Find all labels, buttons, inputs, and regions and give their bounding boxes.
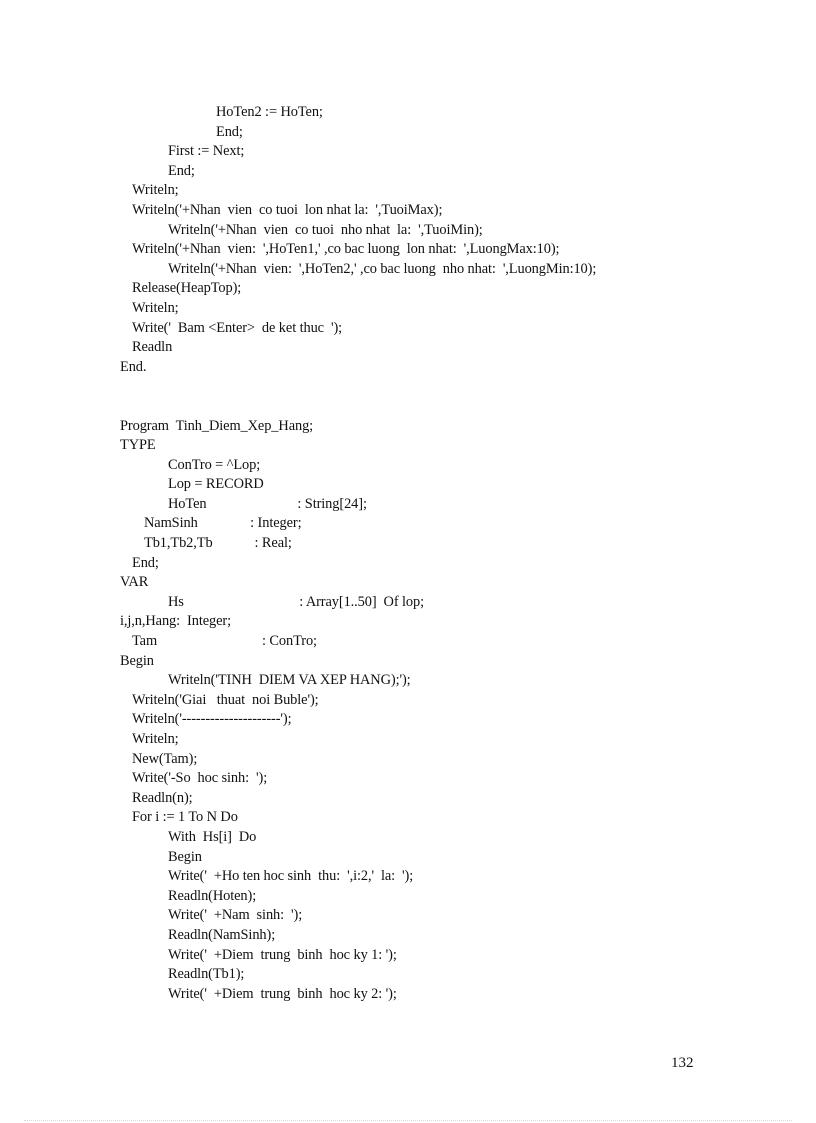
code-line: Readln(Hoten); — [168, 887, 257, 904]
code-line: Readln — [132, 339, 173, 356]
code-line: Readln(Tb1); — [168, 966, 245, 983]
code-line: Writeln('TINH DIEM VA XEP HANG);'); — [168, 672, 411, 689]
code-line: Tam : ConTro; — [132, 633, 317, 650]
code-line: Release(HeapTop); — [132, 280, 242, 297]
code-line: Write(' Bam <Enter> de ket thuc '); — [132, 319, 343, 336]
page-bottom-divider — [24, 1120, 792, 1121]
code-line: Write(' +Diem trung binh hoc ky 1: '); — [168, 946, 397, 963]
code-line: End; — [168, 162, 195, 179]
code-line: Write(' +Ho ten hoc sinh thu: ',i:2,' la: '); — [168, 868, 414, 885]
code-line: Write('-So hoc sinh: '); — [132, 770, 268, 787]
code-line: Write(' +Nam sinh: '); — [168, 907, 303, 924]
code-line: Lop = RECORD — [168, 476, 264, 493]
code-line: Tb1,Tb2,Tb : Real; — [144, 535, 292, 552]
page-number: 132 — [671, 1055, 694, 1071]
code-line: VAR — [120, 574, 149, 591]
pascal-code-listing — [120, 103, 760, 1004]
code-line: With Hs[i] Do — [168, 828, 257, 845]
code-line: Writeln('+Nhan vien: ',HoTen1,' ,co bac luong lon nhat: ',LuongMax:10); — [132, 241, 560, 258]
code-line: Readln(NamSinh); — [168, 926, 276, 943]
code-line — [120, 397, 760, 417]
code-line: Readln(n); — [132, 789, 193, 806]
code-line: End; — [132, 554, 159, 571]
code-line: Writeln; — [132, 182, 179, 199]
code-line: Writeln; — [132, 299, 179, 316]
code-line: New(Tam); — [132, 750, 198, 767]
code-line: Begin — [120, 652, 154, 669]
code-line: i,j,n,Hang: Integer; — [120, 613, 231, 630]
code-line: Writeln; — [132, 731, 179, 747]
code-line: Writeln('Giai thuat noi Buble'); — [132, 691, 319, 708]
code-line: Writeln('+Nhan vien co tuoi nho nhat la: ',TuoiMin); — [168, 221, 483, 238]
code-line: Hs : Array[1..50] Of lop; — [168, 593, 425, 610]
code-line: HoTen2 := HoTen; — [216, 104, 323, 120]
code-line: First := Next; — [168, 143, 245, 160]
code-line: End; — [216, 123, 243, 140]
code-line: Begin — [168, 848, 202, 865]
code-line: Write(' +Diem trung binh hoc ky 2: '); — [168, 985, 397, 1002]
code-line — [120, 377, 760, 397]
code-line: Writeln('+Nhan vien co tuoi lon nhat la: ',TuoiMax); — [132, 201, 443, 218]
code-line: NamSinh : Integer; — [144, 515, 302, 532]
code-line: ConTro = ^Lop; — [168, 456, 261, 473]
code-line: Program Tinh_Diem_Xep_Hang; — [120, 417, 314, 434]
code-line: Writeln('+Nhan vien: ',HoTen2,' ,co bac luong nho nhat: ',LuongMin:10); — [168, 260, 597, 277]
code-line: For i := 1 To N Do — [132, 809, 238, 826]
code-line: HoTen : String[24]; — [168, 495, 367, 512]
code-line: Writeln('---------------------'); — [132, 711, 292, 728]
code-line: TYPE — [120, 437, 156, 454]
code-line: End. — [120, 358, 147, 375]
